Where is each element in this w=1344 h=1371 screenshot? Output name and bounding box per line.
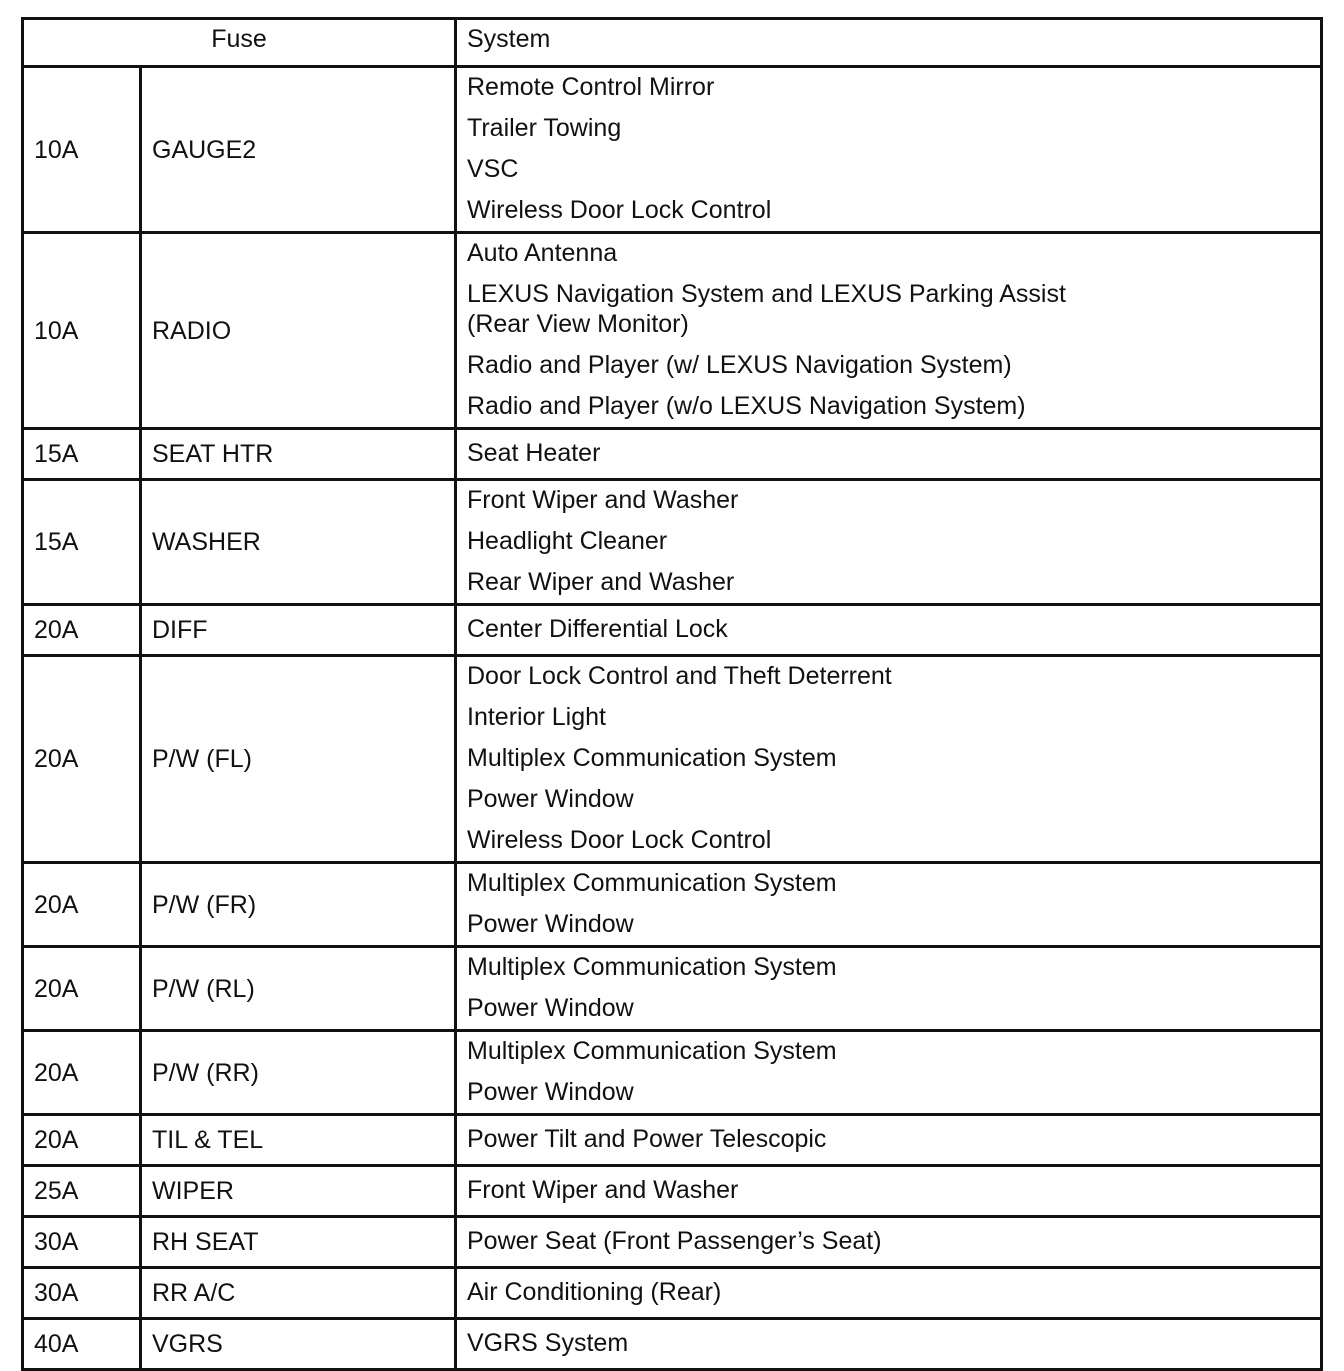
system-item: Multiplex Communication System [467,869,837,897]
fuse-amperage: 20A [23,947,141,1031]
fuse-amperage: 10A [23,67,141,233]
fuse-amperage: 15A [23,480,141,605]
fuse-table-body [23,67,1322,1370]
fuse-amperage: 30A [23,1268,141,1319]
system-item: Headlight Cleaner [467,527,668,555]
system-item: Trailer Towing [467,114,622,142]
system-item: Radio and Player (w/ LEXUS Navigation System) [467,351,1012,379]
fuse-name: P/W (RL) [141,947,456,1031]
system-item: Power Window [467,994,634,1022]
table-row [23,480,1322,605]
system-item: Power Window [467,1078,634,1106]
table-row [23,1115,1322,1166]
table-row [23,429,1322,480]
table-header-row [23,19,1322,67]
table-row [23,1031,1322,1115]
fuse-name: GAUGE2 [141,67,456,233]
fuse-name: RH SEAT [141,1217,456,1268]
system-item: Door Lock Control and Theft Deterrent [467,662,892,690]
system-item: Remote Control Mirror [467,73,715,101]
fuse-amperage: 40A [23,1319,141,1370]
system-item: Power Window [467,785,634,813]
table-row [23,947,1322,1031]
fuse-table [21,17,1323,1371]
fuse-amperage: 20A [23,863,141,947]
table-row [23,1217,1322,1268]
fuse-amperage: 15A [23,429,141,480]
table-row [23,605,1322,656]
fuse-amperage: 20A [23,1031,141,1115]
fuse-amperage: 20A [23,656,141,863]
system-item: Multiplex Communication System [467,1037,837,1065]
table-row [23,863,1322,947]
fuse-name: VGRS [141,1319,456,1370]
system-item: VGRS System [467,1329,629,1357]
system-list [456,605,1322,656]
fuse-name: SEAT HTR [141,429,456,480]
system-list [456,1268,1322,1319]
system-item: VSC [467,155,519,183]
system-list [456,67,1322,233]
fuse-name: TIL & TEL [141,1115,456,1166]
fuse-amperage: 25A [23,1166,141,1217]
table-row [23,233,1322,429]
system-item: Auto Antenna [467,239,618,267]
system-list [456,947,1322,1031]
system-item: Wireless Door Lock Control [467,196,772,224]
system-list [456,1217,1322,1268]
table-row [23,1166,1322,1217]
system-item: Interior Light [467,703,606,731]
fuse-name: P/W (RR) [141,1031,456,1115]
fuse-amperage: 20A [23,1115,141,1166]
system-item: Center Differential Lock [467,615,728,643]
system-list [456,480,1322,605]
header-system: System [456,19,1322,67]
fuse-amperage: 30A [23,1217,141,1268]
system-item: Seat Heater [467,439,601,467]
system-item: Air Conditioning (Rear) [467,1278,722,1306]
system-item: Multiplex Communication System [467,953,837,981]
system-item: Front Wiper and Washer [467,486,739,514]
system-item: Power Tilt and Power Telescopic [467,1125,827,1153]
system-item: Power Seat (Front Passenger’s Seat) [467,1227,882,1255]
system-item: Power Window [467,910,634,938]
system-item: Front Wiper and Washer [467,1176,739,1204]
system-list [456,656,1322,863]
system-item: LEXUS Navigation System and LEXUS Parking Assist (Rear View Monitor) [467,280,1066,338]
table-row [23,1268,1322,1319]
table-row [23,656,1322,863]
fuse-name: P/W (FR) [141,863,456,947]
system-item: Multiplex Communication System [467,744,837,772]
fuse-name: RADIO [141,233,456,429]
fuse-name: P/W (FL) [141,656,456,863]
system-list [456,1115,1322,1166]
system-list [456,1166,1322,1217]
fuse-name: DIFF [141,605,456,656]
fuse-name: WIPER [141,1166,456,1217]
system-list [456,863,1322,947]
system-list [456,1031,1322,1115]
fuse-amperage: 10A [23,233,141,429]
fuse-name: WASHER [141,480,456,605]
table-row [23,67,1322,233]
system-list [456,429,1322,480]
system-item: Radio and Player (w/o LEXUS Navigation System) [467,392,1026,420]
system-item: Wireless Door Lock Control [467,826,772,854]
fuse-amperage: 20A [23,605,141,656]
header-fuse: Fuse [23,19,456,67]
system-item: Rear Wiper and Washer [467,568,735,596]
system-list [456,233,1322,429]
fuse-name: RR A/C [141,1268,456,1319]
